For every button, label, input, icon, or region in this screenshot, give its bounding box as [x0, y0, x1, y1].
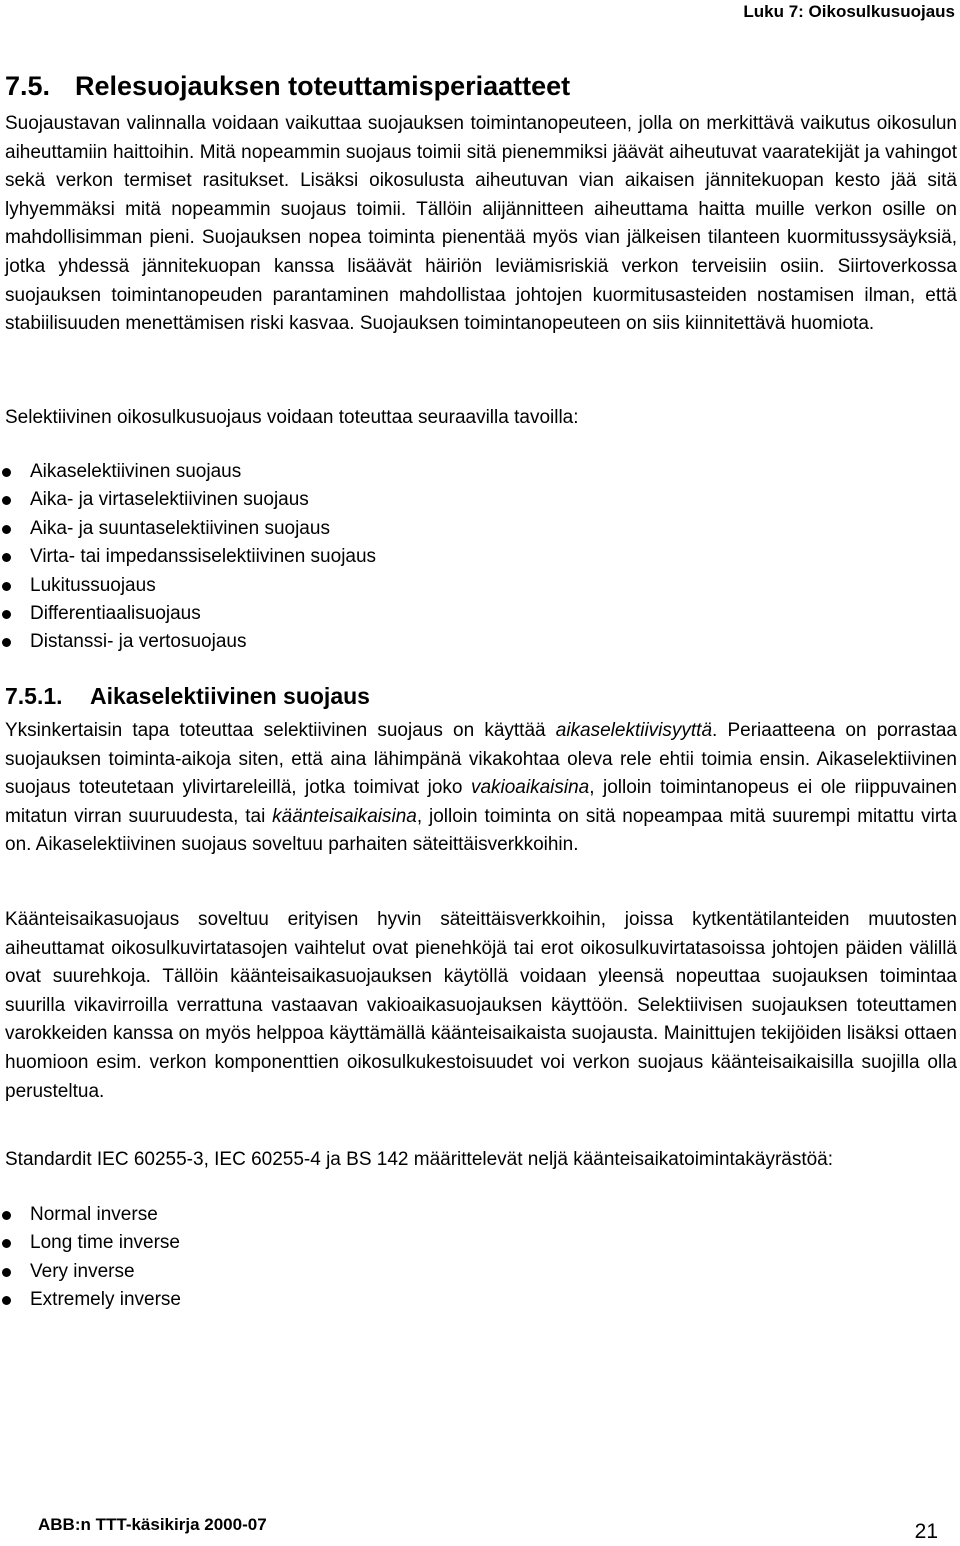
section-number: 7.5.: [5, 71, 51, 101]
footer-title: ABB:n TTT-käsikirja 2000-07: [38, 1515, 267, 1534]
list-item: Distanssi- ja vertosuojaus: [0, 628, 376, 656]
bullet-icon: [2, 1296, 11, 1305]
curves-list: [0, 1201, 181, 1315]
term-time-selectivity: aikaselektiivisyyttä: [555, 720, 713, 741]
list-item: Long time inverse: [0, 1229, 181, 1257]
list-item: Virta- tai impedanssiselektiivinen suojaus: [0, 543, 376, 571]
term-inverse-time: käänteisaikaisina: [272, 805, 417, 827]
running-header: Luku 7: Oikosulkusuojaus: [743, 2, 955, 21]
section-title: Relesuojauksen toteuttamisperiaatteet: [75, 71, 571, 101]
time-selective-paragraph: Yksinkertaisin tapa toteuttaa selektiivinen suojaus on käyttää aikaselektiivisyyttä. Periaatteena on porrastaa suojauksen toiminta-aikoja siten, että aina lähimpänä vikakohtaa oleva rele ehtii toimia ensin. Aikaselektiivinen suojaus toteutetaan ylivirtareleillä, jotka toimivat joko vakioaikaisina, jolloin toimintanopeus ei ole riippuvainen mitatun virran suuruudesta, tai käänteisaikaisina, jolloin toiminta on sitä nopeampaa mitä suurempi mitattu virta on. Aikaselektiivinen suojaus soveltuu parhaiten säteittäisverkkoihin.: [5, 720, 957, 856]
bullet-icon: [2, 1211, 11, 1220]
section-heading: [5, 68, 570, 104]
list-item: Differentiaalisuojaus: [0, 600, 376, 628]
list-item: Aika- ja virtaselektiivinen suojaus: [0, 486, 376, 514]
list-item: Lukitussuojaus: [0, 572, 376, 600]
standards-paragraph: Standardit IEC 60255-3, IEC 60255-4 ja BS 142 määrittelevät neljä käänteisaikatoimintakäyrästöä:: [5, 1149, 834, 1170]
list-item: Very inverse: [0, 1258, 181, 1286]
subsection-number: 7.5.1.: [5, 683, 63, 709]
term-definite-time: vakioaikaisina: [470, 777, 590, 799]
subsection-heading: [5, 680, 370, 712]
bullet-icon: [2, 525, 11, 534]
list-item: Extremely inverse: [0, 1286, 181, 1314]
intro-paragraph: Suojaustavan valinnalla voidaan vaikuttaa suojauksen toimintanopeuteen, jolla on merkittävä vaikutus oikosulun aiheuttamiin haittoihin. Mitä nopeammin suojaus toimii sitä pienemmiksi jäävät aiheutuvat vaaratekijät ja vahingot sekä verkon termiset rasitukset. Lisäksi oikosulusta aiheutuvan vian aikaisen jännitekuopan kesto jää sitä lyhyemmäksi mitä nopeammin suojaus toimii. Tällöin alijännitteen aiheuttama haitta muille verkon osille on mahdollisimman pieni. Suojauksen nopea toiminta pienentää myös vian jälkeisen tilanteen kuormitussysäyksiä, jotka yhdessä jännitekuopan kanssa lisäävät häiriön leviämisriskiä verkon terveisiin osiin. Siirtoverkossa suojauksen toimintanopeuden parantaminen mahdollistaa johtojen kuormitusasteiden nostamisen ilman, että stabiilisuuden menettämisen riski kasvaa. Suojauksen toimintanopeuteen on siis kiinnitettävä huomiota.: [5, 113, 957, 335]
bullet-icon: [2, 553, 11, 562]
methods-intro: Selektiivinen oikosulkusuojaus voidaan toteuttaa seuraavilla tavoilla:: [5, 407, 579, 428]
list-item: Aikaselektiivinen suojaus: [0, 458, 376, 486]
inverse-time-paragraph: Käänteisaikasuojaus soveltuu erityisen hyvin säteittäisverkkoihin, joissa kytkentätilanteiden muutosten aiheuttamat oikosulkuvirtatasojen vaihtelut ovat pienehköjä tai erot oikosulkuvirtatasoissa johtojen päiden välillä ovat suurehkoja. Tällöin käänteisaikasuojauksen käytöllä voidaan yleensä nopeuttaa suojauksen toimintaa suurilla vikavirroilla verrattuna vastaavan vakioaikasuojauksen käyttöön. Selektiivisen suojauksen toteuttamen varokkeiden kanssa on myös helppoa käyttämällä käänteisaikaista suojausta. Mainittujen tekijöiden lisäksi ottaen huomioon esim. verkon komponenttien oikosulkukestoisuudet voi verkon suojaus käänteisaikaisilla suojilla olla perusteltua.: [5, 909, 957, 1102]
bullet-icon: [2, 638, 11, 647]
bullet-icon: [2, 1268, 11, 1277]
methods-list: [0, 458, 376, 657]
list-item: Aika- ja suuntaselektiivinen suojaus: [0, 515, 376, 543]
bullet-icon: [2, 468, 11, 477]
bullet-icon: [2, 610, 11, 619]
bullet-icon: [2, 582, 11, 591]
bullet-icon: [2, 1239, 11, 1248]
page-number: 21: [914, 1520, 938, 1543]
bullet-icon: [2, 496, 11, 505]
subsection-title: Aikaselektiivinen suojaus: [90, 683, 370, 709]
list-item: Normal inverse: [0, 1201, 181, 1229]
